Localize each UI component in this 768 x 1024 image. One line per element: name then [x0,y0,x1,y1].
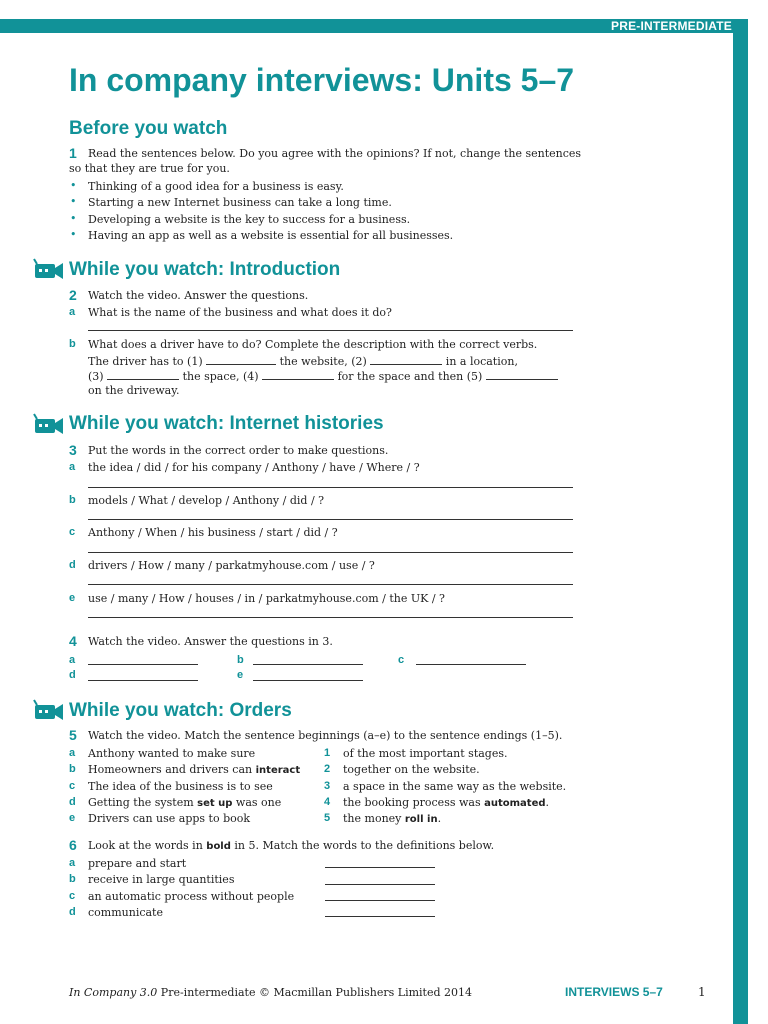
question-text: Anthony / When / his business / start / did / ? [88,526,338,539]
item-letter: d [69,796,76,808]
sentence-ending: a space in the same way as the website. [343,780,567,793]
answer-line[interactable] [88,584,573,585]
video-camera-icon [32,258,64,280]
answer-line[interactable] [88,330,573,331]
answer-line[interactable] [416,664,526,665]
bullet-item: Thinking of a good idea for a business is easy. [88,180,344,193]
item-number: 5 [324,812,331,824]
bold-word: interact [255,765,301,776]
question-text: models / What / develop / Anthony / did / ? [88,494,325,507]
question-text: What does a driver have to do? Complete the description with the correct verbs. [88,338,538,351]
question-text: What is the name of the business and what does it do? [88,306,392,319]
item-letter: a [69,654,76,666]
item-letter: c [69,526,76,538]
footer-section-label: INTERVIEWS 5–7 [565,985,663,999]
bullet-dot: • [70,212,77,225]
page-number: 1 [698,985,706,999]
item-letter: e [69,812,76,824]
exercise-number: 3 [69,442,77,458]
gap-fill-line-1: The driver has to (1) the website, (2) in a location, [88,355,518,368]
answer-line[interactable] [253,664,363,665]
bullet-dot: • [70,179,77,192]
definition-text: receive in large quantities [88,873,235,886]
question-text: drivers / How / many / parkatmyhouse.com / use / ? [88,559,375,572]
instruction-text: so that they are true for you. [69,162,230,175]
answer-line[interactable] [325,916,435,917]
answer-line[interactable] [88,680,198,681]
bullet-dot: • [70,195,77,208]
definition-text: prepare and start [88,857,187,870]
item-letter: b [69,873,76,885]
exercise-number: 4 [69,633,77,649]
exercise-number: 1 [69,145,77,161]
sentence-beginning: Anthony wanted to make sure [88,747,256,760]
sentence-ending: of the most important stages. [343,747,508,760]
item-letter: b [69,338,76,350]
item-number: 4 [324,796,331,808]
item-letter: d [69,559,76,571]
item-letter: a [69,306,76,318]
instruction-text: Watch the video. Answer the questions. [88,289,309,302]
video-camera-icon [32,699,64,721]
answer-line[interactable] [88,487,573,488]
definition-text: an automatic process without people [88,890,295,903]
copyright-footer: In Company 3.0 Pre-intermediate © Macmillan Publishers Limited 2014 [69,986,472,999]
instruction-text: Watch the video. Match the sentence beginnings (a–e) to the sentence endings (1–5). [88,729,563,742]
section-heading-introduction: While you watch: Introduction [69,259,341,280]
sentence-beginning: Getting the system set up was one [88,796,282,809]
instruction-text: Look at the words in bold in 5. Match the words to the definitions below. [88,839,495,852]
section-heading-histories: While you watch: Internet histories [69,413,384,434]
sentence-ending: the money roll in. [343,812,442,825]
answer-blank-3[interactable] [107,369,179,380]
answer-blank-4[interactable] [262,369,334,380]
item-letter: c [398,654,405,666]
bullet-item: Having an app as well as a website is essential for all businesses. [88,229,454,242]
sentence-beginning: Homeowners and drivers can interact [88,763,301,776]
video-camera-icon [32,413,64,435]
bold-word: roll in [404,814,438,825]
exercise-number: 2 [69,287,77,303]
answer-line[interactable] [325,900,435,901]
gap-fill-line-3: on the driveway. [88,384,180,397]
item-letter: b [237,654,244,666]
item-letter: d [69,669,76,681]
section-heading-before: Before you watch [69,118,228,139]
bold-word: set up [197,798,233,809]
instruction-text: Watch the video. Answer the questions in 3. [88,635,333,648]
item-number: 2 [324,763,331,775]
answer-blank-5[interactable] [486,369,558,380]
level-label: PRE-INTERMEDIATE [611,19,732,33]
exercise-number: 6 [69,837,77,853]
sentence-beginning: Drivers can use apps to book [88,812,251,825]
item-letter: c [69,890,76,902]
bold-word: automated [484,798,546,809]
answer-line[interactable] [88,617,573,618]
instruction-text: Read the sentences below. Do you agree with the opinions? If not, change the sentences [88,147,582,160]
item-number: 3 [324,780,331,792]
sentence-ending: together on the website. [343,763,480,776]
item-letter: c [69,780,76,792]
exercise-number: 5 [69,727,77,743]
bullet-item: Developing a website is the key to success for a business. [88,213,411,226]
question-text: use / many / How / houses / in / parkatmyhouse.com / the UK / ? [88,592,445,605]
item-letter: a [69,857,76,869]
item-letter: d [69,906,76,918]
section-heading-orders: While you watch: Orders [69,700,292,721]
answer-blank-2[interactable] [370,354,442,365]
item-letter: b [69,763,76,775]
answer-line[interactable] [88,664,198,665]
item-letter: e [69,592,76,604]
page-title: In company interviews: Units 5–7 [69,62,575,98]
answer-blank-1[interactable] [206,354,276,365]
sentence-beginning: The idea of the business is to see [88,780,273,793]
item-letter: b [69,494,76,506]
answer-line[interactable] [325,867,435,868]
sentence-ending: the booking process was automated. [343,796,550,809]
bullet-item: Starting a new Internet business can take a long time. [88,196,392,209]
gap-fill-line-2: (3) the space, (4) for the space and then (5) [88,369,558,384]
definition-text: communicate [88,906,163,919]
answer-line[interactable] [88,519,573,520]
item-letter: a [69,747,76,759]
item-letter: a [69,461,76,473]
item-number: 1 [324,747,331,759]
bold-word: bold [206,841,231,852]
answer-line[interactable] [253,680,363,681]
question-text: the idea / did / for his company / Anthony / have / Where / ? [88,461,420,474]
bullet-dot: • [70,228,77,241]
side-band [733,19,748,1024]
instruction-text: Put the words in the correct order to make questions. [88,444,389,457]
answer-line[interactable] [88,552,573,553]
answer-line[interactable] [325,884,435,885]
item-letter: e [237,669,244,681]
